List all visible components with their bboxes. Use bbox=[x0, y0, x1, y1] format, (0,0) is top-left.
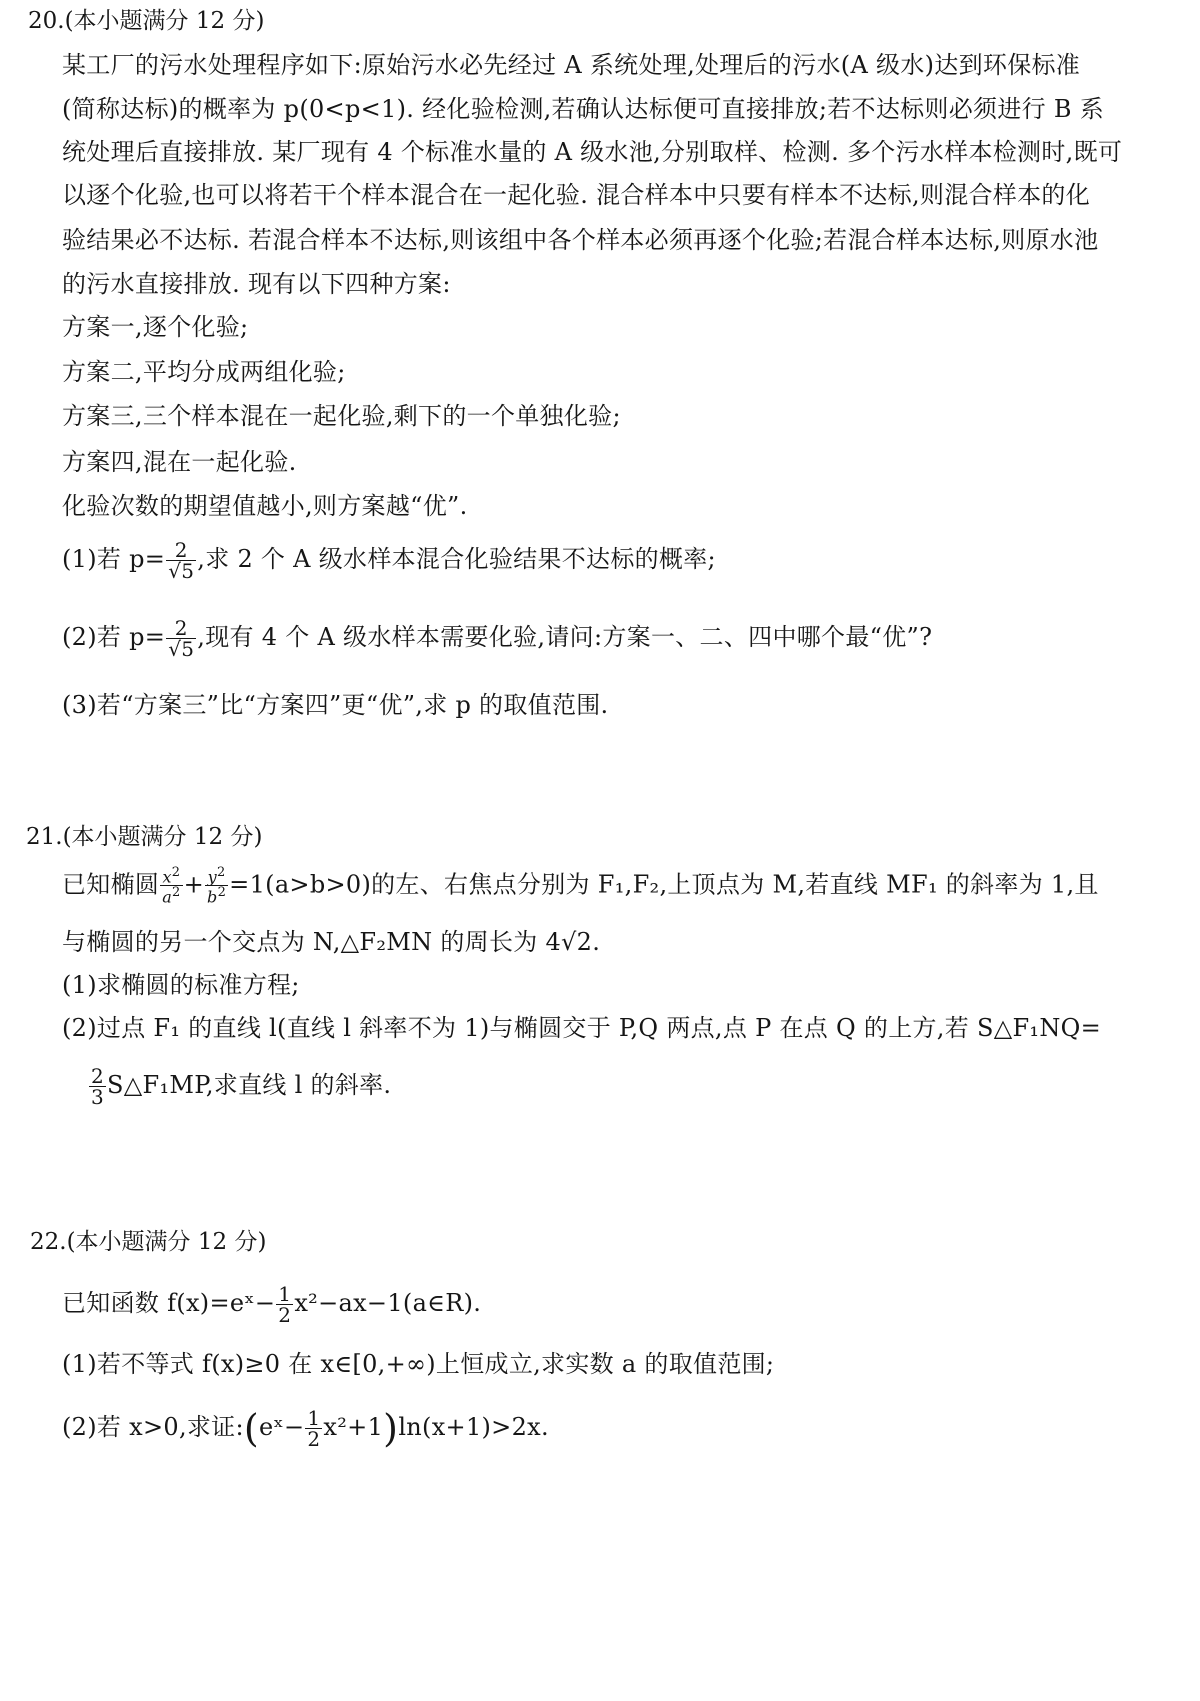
right-paren: ) bbox=[383, 1406, 399, 1451]
problem-20-plan-1: 方案一,逐个化验; bbox=[62, 313, 249, 341]
problem-22-fraction-2 bbox=[305, 1408, 322, 1449]
fraction-numerator: 1 bbox=[278, 1282, 292, 1306]
problem-21-l1-prefix: 已知椭圆 bbox=[62, 870, 160, 899]
problem-20-q2-suffix: ,现有 4 个 A 级水样本需要化验,请问:方案一、二、四中哪个最“优”? bbox=[197, 623, 933, 651]
problem-20-text-line-1: 某工厂的污水处理程序如下:原始污水必先经过 A 系统处理,处理后的污水(A 级水)达到环保标准 bbox=[62, 51, 1081, 79]
fraction-numerator: 1 bbox=[307, 1406, 321, 1430]
fraction-denominator: √5 bbox=[168, 637, 195, 661]
left-paren: ( bbox=[243, 1406, 259, 1451]
problem-20-question-3: (3)若“方案三”比“方案四”更“优”,求 p 的取值范围. bbox=[62, 691, 609, 719]
problem-22-q2-term-b: x²+1 bbox=[323, 1413, 384, 1441]
fraction-numerator: 2 bbox=[91, 1064, 105, 1088]
fraction-numerator: 2 bbox=[174, 538, 188, 562]
ellipse-y-term: $\frac{y^2}{b^2}$ bbox=[207, 865, 227, 907]
problem-20-question-2 bbox=[62, 618, 932, 659]
problem-20-q1-prefix: (1)若 p= bbox=[62, 545, 166, 573]
problem-22-q2-suffix: ln(x+1)>2x. bbox=[398, 1413, 549, 1441]
fraction-denominator: √5 bbox=[168, 559, 195, 583]
problem-20-plan-3: 方案三,三个样本混在一起化验,剩下的一个单独化验; bbox=[62, 402, 621, 430]
problem-20-text-line-5: 验结果必不达标. 若混合样本不达标,则该组中各个样本必须再逐个化验;若混合样本达标,则原水池 bbox=[62, 226, 1099, 254]
problem-22-text-line-1 bbox=[62, 1284, 481, 1325]
problem-22-l1-prefix: 已知函数 f(x)=eˣ− bbox=[62, 1289, 276, 1317]
problem-22-question-2 bbox=[62, 1408, 549, 1449]
problem-22-fraction-1 bbox=[276, 1284, 293, 1325]
problem-20-question-1 bbox=[62, 540, 716, 581]
problem-22-q2-prefix: (2)若 x>0,求证: bbox=[62, 1413, 244, 1441]
problem-20-q2-prefix: (2)若 p= bbox=[62, 623, 166, 651]
problem-20-note: 化验次数的期望值越小,则方案越“优”. bbox=[62, 492, 468, 520]
problem-21-question-2-cont bbox=[88, 1066, 391, 1107]
problem-20-text-line-2: (简称达标)的概率为 p(0<p<1). 经化验检测,若确认达标便可直接排放;若不达标则必须进行 B 系 bbox=[62, 95, 1105, 123]
problem-20-text-line-4: 以逐个化验,也可以将若干个样本混合在一起化验. 混合样本中只要有样本不达标,则混合样本的化 bbox=[62, 181, 1091, 209]
fraction-denominator: 2 bbox=[278, 1303, 292, 1327]
fraction-denominator: 3 bbox=[91, 1085, 105, 1109]
problem-21-header: 21.(本小题满分 12 分) bbox=[26, 824, 263, 850]
problem-20-q2-fraction bbox=[166, 618, 196, 659]
problem-21-fraction bbox=[89, 1066, 106, 1107]
problem-21-question-1: (1)求椭圆的标准方程; bbox=[62, 971, 300, 999]
problem-21-text-line-1: 已知椭圆 $\frac{x^2}{a^2}$ + $\frac{y^2}{b^2}$ =1(a>b>0)的左、右焦点分别为 F₁,F₂,上顶点为 M,若直线 MF₁ 的斜率为 1,且 bbox=[62, 865, 1099, 907]
fraction-denominator: 2 bbox=[307, 1427, 321, 1451]
problem-20-q1-fraction bbox=[166, 540, 196, 581]
problem-20-header: 20.(本小题满分 12 分) bbox=[28, 8, 265, 34]
problem-21-l1-rest: =1(a>b>0)的左、右焦点分别为 F₁,F₂,上顶点为 M,若直线 MF₁ 的斜率为 1,且 bbox=[229, 870, 1099, 899]
problem-20-plan-4: 方案四,混在一起化验. bbox=[62, 448, 297, 476]
problem-22-l1-suffix: x²−ax−1(a∈R). bbox=[294, 1289, 482, 1317]
problem-21-text-line-2: 与椭圆的另一个交点为 N,△F₂MN 的周长为 4√2. bbox=[62, 928, 601, 956]
problem-21-q2-suffix: S△F₁MP,求直线 l 的斜率. bbox=[107, 1071, 392, 1099]
problem-22-header: 22.(本小题满分 12 分) bbox=[30, 1229, 267, 1255]
problem-20-plan-2: 方案二,平均分成两组化验; bbox=[62, 358, 346, 386]
fraction-numerator: 2 bbox=[174, 616, 188, 640]
problem-21-question-2: (2)过点 F₁ 的直线 l(直线 l 斜率不为 1)与椭圆交于 P,Q 两点,点 P 在点 Q 的上方,若 S△F₁NQ= bbox=[62, 1014, 1102, 1042]
problem-20-q1-suffix: ,求 2 个 A 级水样本混合化验结果不达标的概率; bbox=[197, 545, 716, 573]
ellipse-x-term: $\frac{x^2}{a^2}$ bbox=[162, 865, 181, 907]
problem-20-text-line-3: 统处理后直接排放. 某厂现有 4 个标准水量的 A 级水池,分别取样、检测. 多个污水样本检测时,既可 bbox=[62, 138, 1123, 166]
problem-20-text-line-6: 的污水直接排放. 现有以下四种方案: bbox=[62, 270, 451, 298]
problem-22-q2-term-a: eˣ− bbox=[259, 1413, 305, 1441]
problem-22-question-1: (1)若不等式 f(x)≥0 在 x∈[0,+∞)上恒成立,求实数 a 的取值范围; bbox=[62, 1350, 775, 1378]
